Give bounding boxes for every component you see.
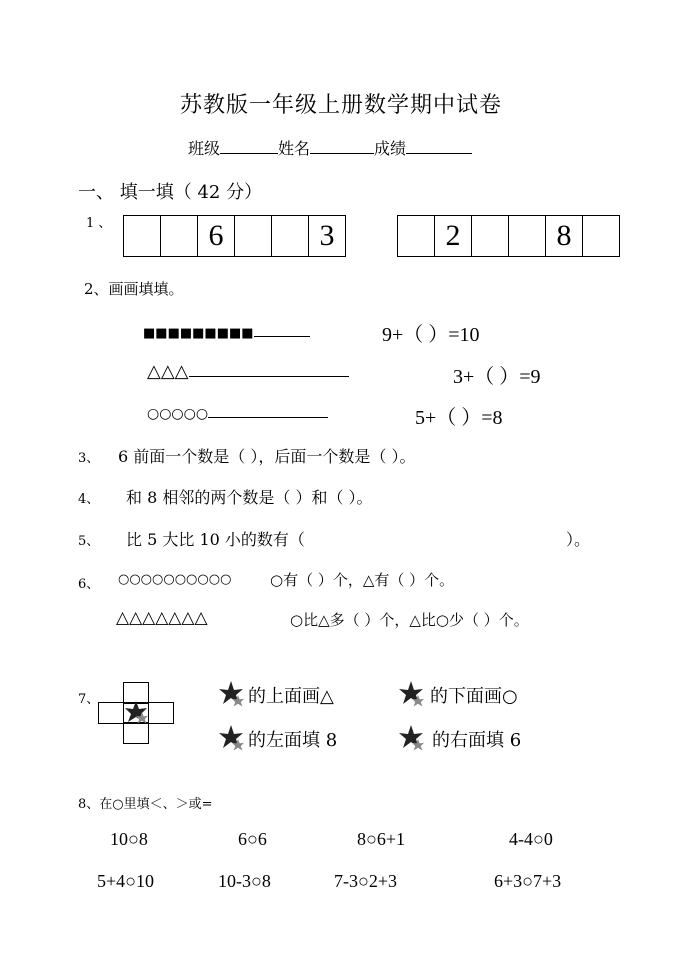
leaf-icon <box>122 698 152 728</box>
info-line <box>188 136 472 159</box>
name-field[interactable] <box>310 139 374 154</box>
class-label: 班级 <box>188 139 221 158</box>
q7-item-left: 的左面填 8 <box>248 730 338 751</box>
q2-row-3 <box>147 403 328 422</box>
number-box[interactable] <box>123 215 161 257</box>
compare-item: 10○8 <box>110 829 148 849</box>
q2-equation-3: 5+（ ）=8 <box>415 407 503 429</box>
number-box[interactable] <box>234 215 272 257</box>
number-box[interactable] <box>271 215 309 257</box>
compare-item: 4-4○0 <box>509 829 553 849</box>
q3-text: 6 前面一个数是（ ），后面一个数是（ ）。 <box>118 447 416 466</box>
q6-line1-text: ○有（ ）个，△有（ ）个。 <box>270 571 455 589</box>
leaf-icon <box>218 680 248 710</box>
q7-item-right: 的右面填 6 <box>432 730 522 751</box>
number-box[interactable] <box>471 215 509 257</box>
score-label: 成绩 <box>374 139 407 158</box>
q7-item-bottom: 的下面画○ <box>430 686 518 707</box>
compare-item: 7-3○2+3 <box>334 871 398 891</box>
compare-item: 10-3○8 <box>218 871 271 891</box>
name-label: 姓名 <box>278 139 311 158</box>
score-field[interactable] <box>406 139 472 154</box>
q2-label: 2、画画填填。 <box>84 280 184 298</box>
answer-blank[interactable] <box>189 362 349 377</box>
q3-number: 3、 <box>78 451 100 466</box>
q7-number: 7、 <box>78 692 100 707</box>
circle-shapes: ○○○○○ <box>147 406 209 422</box>
class-field[interactable] <box>220 139 278 154</box>
q8-label: 8、在○里填＜、＞或= <box>78 797 213 812</box>
number-box[interactable] <box>160 215 198 257</box>
leaf-icon <box>398 724 428 754</box>
compare-item: 5+4○10 <box>97 871 155 891</box>
answer-blank[interactable] <box>208 403 328 418</box>
number-box[interactable] <box>397 215 435 257</box>
compare-item: 6+3○7+3 <box>494 871 562 891</box>
q2-row-1 <box>143 322 310 341</box>
number-box[interactable]: 2 <box>434 215 472 257</box>
square-shapes: ■■■■■■■■■ <box>143 326 254 341</box>
compare-item: 8○6+1 <box>357 829 406 849</box>
number-box[interactable] <box>508 215 546 257</box>
triangle-shapes: △△△ <box>147 361 189 382</box>
q6-circle-shapes: ○○○○○○○○○○ <box>118 572 232 587</box>
cross-grid <box>98 682 174 744</box>
q6-line2-text: ○比△多（ ）个，△比○少（ ）个。 <box>290 611 529 629</box>
q5-text: 比 5 大比 10 小的数有（ <box>126 530 305 549</box>
q1-number: 1 、 <box>86 216 112 231</box>
number-box[interactable]: 6 <box>197 215 235 257</box>
q5-end: ）。 <box>566 530 591 549</box>
q4-text: 和 8 相邻的两个数是（ ）和（ ）。 <box>126 488 373 507</box>
q5-number: 5、 <box>78 534 100 549</box>
leaf-icon <box>218 724 248 754</box>
number-box-row-2 <box>397 215 620 257</box>
q7-item-top: 的上面画△ <box>248 686 334 707</box>
leaf-icon <box>398 680 428 710</box>
number-box[interactable] <box>582 215 620 257</box>
number-box-row-1 <box>123 215 346 257</box>
answer-blank[interactable] <box>254 322 310 337</box>
number-box[interactable]: 8 <box>545 215 583 257</box>
q6-number: 6、 <box>78 577 100 592</box>
q2-row-2 <box>147 361 349 382</box>
page-title: 苏教版一年级上册数学期中试卷 <box>180 93 503 118</box>
q4-number: 4、 <box>78 492 100 507</box>
section-heading: 一、 填一填（ 42 分） <box>78 182 263 203</box>
q2-equation-1: 9+（ ）=10 <box>382 324 480 346</box>
q2-equation-2: 3+（ ）=9 <box>453 366 541 388</box>
grid-cell-left[interactable] <box>98 702 124 724</box>
number-box[interactable]: 3 <box>308 215 346 257</box>
compare-item: 6○6 <box>238 829 267 849</box>
q6-triangle-shapes: △△△△△△△ <box>116 608 208 628</box>
